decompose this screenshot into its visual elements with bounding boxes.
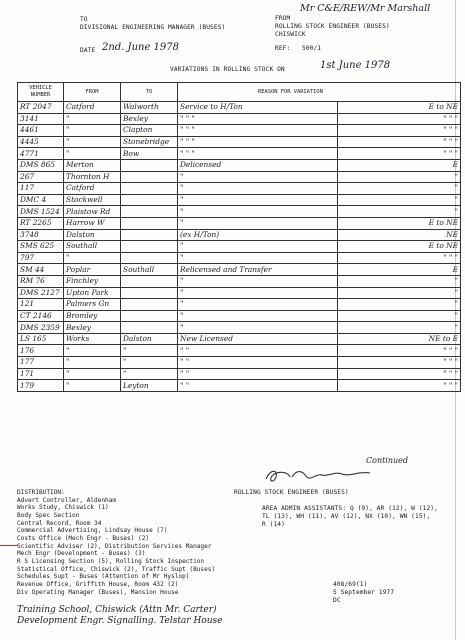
cell-vehicle: 3141	[18, 113, 64, 125]
cell-to: Bexley	[121, 113, 178, 125]
cell-note: "	[338, 310, 461, 322]
table-row	[18, 322, 461, 334]
cell-vehicle: RT 2047	[18, 102, 64, 114]
footer-code: 408/69(1)	[333, 581, 368, 588]
distribution-item: Div Operating Manager (Buses), Mansion House	[17, 588, 179, 596]
table-row	[18, 264, 461, 276]
table-row	[18, 217, 461, 229]
cell-from: Works	[64, 333, 121, 345]
area-admin-line3: R (14)	[262, 521, 285, 528]
distribution-item: Advert Controller, Aldenham	[17, 496, 117, 504]
cell-to: Stonebridge	[121, 136, 178, 148]
cell-reason: " "	[178, 357, 338, 369]
cell-note: NE to E	[338, 333, 461, 345]
cell-to: Clapton	[121, 125, 178, 137]
cell-from: "	[64, 345, 121, 357]
distribution-item: Revenue Office, Griffith House, Room 432 (2)	[17, 580, 179, 588]
table-row	[18, 241, 461, 253]
cell-from: Merton	[64, 159, 121, 171]
cell-vehicle: 797	[18, 252, 64, 264]
cell-to	[121, 287, 178, 299]
cell-note: "	[338, 171, 461, 183]
cell-reason: " " "	[178, 148, 338, 160]
cell-to	[121, 217, 178, 229]
cell-from: "	[64, 125, 121, 137]
cell-from: Southall	[64, 241, 121, 253]
cell-reason: "	[178, 299, 338, 311]
cell-from: Harrow W	[64, 217, 121, 229]
cell-from: Bexley	[64, 322, 121, 334]
cell-note: "	[338, 287, 461, 299]
from-value-line2: CHISWICK	[275, 31, 306, 38]
cell-from: Plaistow Rd	[64, 206, 121, 218]
cell-reason: "	[178, 194, 338, 206]
cell-to	[121, 229, 178, 241]
table-row	[18, 171, 461, 183]
to-label: TO	[80, 16, 88, 23]
table-row	[18, 310, 461, 322]
cell-note: " " "	[338, 380, 461, 392]
to-value: DIVISIONAL ENGINEERING MANAGER (BUSES)	[80, 24, 226, 31]
cell-vehicle: 3748	[18, 229, 64, 241]
distribution-item: Mech Engr (Development - Buses) (3)	[17, 550, 146, 558]
from-handwritten: Mr C&E/REW/Mr Marshall	[300, 3, 431, 14]
distribution-item: Central Record, Room 34	[17, 519, 102, 527]
handwritten-distribution-1: Training School, Chiswick (Attn Mr. Carter)	[17, 605, 217, 615]
cell-to	[121, 275, 178, 287]
cell-vehicle: 4445	[18, 136, 64, 148]
cell-reason: " " "	[178, 125, 338, 137]
cell-vehicle: 179	[18, 380, 64, 392]
footer-date: 5 September 1977	[333, 589, 395, 596]
signature-title: ROLLING STOCK ENGINEER (BUSES)	[234, 489, 349, 496]
table-row	[18, 333, 461, 345]
cell-reason: "	[178, 206, 338, 218]
margin-mark	[0, 545, 18, 546]
table-row	[18, 287, 461, 299]
cell-reason: " " "	[178, 136, 338, 148]
table-row	[18, 194, 461, 206]
distribution-item: Works Study, Chiswick (1)	[17, 504, 109, 512]
table-row	[18, 159, 461, 171]
cell-from: Stockwell	[64, 194, 121, 206]
table-row	[18, 229, 461, 241]
distribution-item: Scientific Adviser (2), Distribution Services Manager	[17, 542, 212, 550]
cell-reason: " "	[178, 368, 338, 380]
cell-from: Upton Park	[64, 287, 121, 299]
header-to: TO	[121, 83, 178, 102]
cell-reason: Relicensed and Transfer	[178, 264, 338, 276]
cell-vehicle: DMS 1524	[18, 206, 64, 218]
cell-from: "	[64, 368, 121, 380]
handwritten-distribution-2: Development Engr. Signalling. Telstar House	[17, 616, 223, 626]
cell-reason: "	[178, 217, 338, 229]
cell-vehicle: DMS 865	[18, 159, 64, 171]
cell-from: "	[64, 136, 121, 148]
distribution-heading: DISTRIBUTION:	[17, 489, 65, 496]
from-label: FROM	[275, 15, 291, 22]
variations-table	[17, 82, 461, 392]
cell-note: " " "	[338, 136, 461, 148]
cell-from: Finchley	[64, 275, 121, 287]
cell-vehicle: 4461	[18, 125, 64, 137]
cell-vehicle: CT 2146	[18, 310, 64, 322]
cell-from: Dalston	[64, 229, 121, 241]
from-value-line1: ROLLING STOCK ENGINEER (BUSES)	[275, 23, 390, 30]
distribution-item: Statistical Office, Chiswick (2), Traffic Supt (Buses)	[17, 565, 216, 573]
cell-vehicle: DMS 2127	[18, 287, 64, 299]
table-row	[18, 113, 461, 125]
cell-to	[121, 241, 178, 253]
cell-to	[121, 252, 178, 264]
cell-from: Thornton H	[64, 171, 121, 183]
cell-vehicle: DMS 2359	[18, 322, 64, 334]
table-row	[18, 368, 461, 380]
cell-to: Dalston	[121, 333, 178, 345]
cell-vehicle: RM 76	[18, 275, 64, 287]
cell-from: "	[64, 148, 121, 160]
cell-to	[121, 206, 178, 218]
table-row	[18, 345, 461, 357]
table-row	[18, 275, 461, 287]
cell-to	[121, 299, 178, 311]
header-vehicle-number: VEHICLE NUMBER	[18, 83, 64, 102]
cell-note: " " "	[338, 357, 461, 369]
cell-to	[121, 171, 178, 183]
cell-note: " " "	[338, 368, 461, 380]
cell-to: "	[121, 345, 178, 357]
cell-vehicle: SMS 625	[18, 241, 64, 253]
cell-reason: "	[178, 171, 338, 183]
distribution-item: R S Licensing Section (5), Rolling Stock Inspection	[17, 557, 205, 565]
date-value: 2nd. June 1978	[102, 42, 179, 53]
cell-from: "	[64, 357, 121, 369]
cell-reason: (ex H/Ton)	[178, 229, 338, 241]
area-admin-line1: AREA ADMIN ASSISTANTS: Q (9), AR (12), W (12),	[262, 505, 438, 512]
cell-reason: "	[178, 183, 338, 195]
table-row	[18, 148, 461, 160]
cell-note: NE	[338, 229, 461, 241]
cell-note: " " "	[338, 113, 461, 125]
cell-note: "	[338, 322, 461, 334]
cell-vehicle: 267	[18, 171, 64, 183]
table-row	[18, 252, 461, 264]
cell-to: "	[121, 368, 178, 380]
distribution-item: Schedules Supt - Buses (Attention of Mr Hyslop)	[17, 573, 190, 581]
table-row	[18, 357, 461, 369]
cell-from: "	[64, 380, 121, 392]
cell-reason: " "	[178, 380, 338, 392]
title-date: 1st June 1978	[320, 60, 391, 71]
table-row	[18, 102, 461, 114]
cell-reason: Service to H/Ton	[178, 102, 338, 114]
cell-note: E	[338, 264, 461, 276]
cell-reason: New Licensed	[178, 333, 338, 345]
cell-vehicle: 4771	[18, 148, 64, 160]
table-row	[18, 206, 461, 218]
table-row	[18, 183, 461, 195]
cell-vehicle: LS 165	[18, 333, 64, 345]
cell-vehicle: 117	[18, 183, 64, 195]
cell-vehicle: 176	[18, 345, 64, 357]
continued-note: Continued	[366, 456, 409, 465]
cell-vehicle: 177	[18, 357, 64, 369]
ref-value: 500/1	[302, 45, 322, 52]
cell-to	[121, 159, 178, 171]
cell-reason: "	[178, 252, 338, 264]
cell-to: "	[121, 357, 178, 369]
cell-from: Palmers Gn	[64, 299, 121, 311]
cell-note: E to NE	[338, 217, 461, 229]
table-row	[18, 299, 461, 311]
area-admin-line2: TL (13), WH (11), AV (12), NX (10), WN (15),	[262, 513, 431, 520]
cell-reason: "	[178, 275, 338, 287]
cell-to: Southall	[121, 264, 178, 276]
cell-reason: "	[178, 287, 338, 299]
cell-to	[121, 322, 178, 334]
cell-to: Walworth	[121, 102, 178, 114]
cell-from: Catford	[64, 183, 121, 195]
date-label: DATE	[80, 47, 96, 54]
cell-to: Leyton	[121, 380, 178, 392]
header-from: FROM	[64, 83, 121, 102]
cell-to	[121, 194, 178, 206]
cell-note: E to NE	[338, 102, 461, 114]
cell-note: "	[338, 206, 461, 218]
cell-from: Poplar	[64, 264, 121, 276]
cell-note: " " "	[338, 252, 461, 264]
cell-note: "	[338, 299, 461, 311]
document-title: VARIATIONS IN ROLLING STOCK ON	[170, 66, 285, 73]
footer-initials: DC	[333, 597, 341, 604]
table-row	[18, 380, 461, 392]
cell-vehicle: 121	[18, 299, 64, 311]
cell-from: "	[64, 252, 121, 264]
cell-to: Bow	[121, 148, 178, 160]
cell-vehicle: DMC 4	[18, 194, 64, 206]
cell-note: "	[338, 194, 461, 206]
cell-reason: " " "	[178, 113, 338, 125]
cell-to	[121, 310, 178, 322]
cell-note: "	[338, 275, 461, 287]
cell-reason: "	[178, 322, 338, 334]
distribution-list	[17, 489, 215, 596]
signature-image	[262, 467, 377, 485]
cell-from: Catford	[64, 102, 121, 114]
cell-note: E to NE	[338, 241, 461, 253]
header-reason: REASON FOR VARIATION	[178, 83, 461, 102]
cell-note: " " "	[338, 148, 461, 160]
cell-reason: Delicensed	[178, 159, 338, 171]
table-row	[18, 125, 461, 137]
cell-reason: "	[178, 241, 338, 253]
table-header-row	[18, 83, 461, 102]
cell-note: " " "	[338, 345, 461, 357]
cell-to	[121, 183, 178, 195]
cell-from: "	[64, 113, 121, 125]
cell-note: E	[338, 159, 461, 171]
cell-from: Bromley	[64, 310, 121, 322]
distribution-item: Commercial Advertising, Lindsay House (7)	[17, 527, 168, 535]
cell-reason: "	[178, 310, 338, 322]
distribution-item: Costs Office (Mech Engr - Buses) (2)	[17, 534, 150, 542]
cell-vehicle: SM 44	[18, 264, 64, 276]
table-row	[18, 136, 461, 148]
cell-reason: " "	[178, 345, 338, 357]
cell-note: " " "	[338, 125, 461, 137]
ref-label: REF:	[275, 45, 291, 52]
distribution-item: Body Spec Section	[17, 511, 80, 519]
cell-vehicle: 171	[18, 368, 64, 380]
cell-vehicle: RT 2265	[18, 217, 64, 229]
cell-note: "	[338, 183, 461, 195]
